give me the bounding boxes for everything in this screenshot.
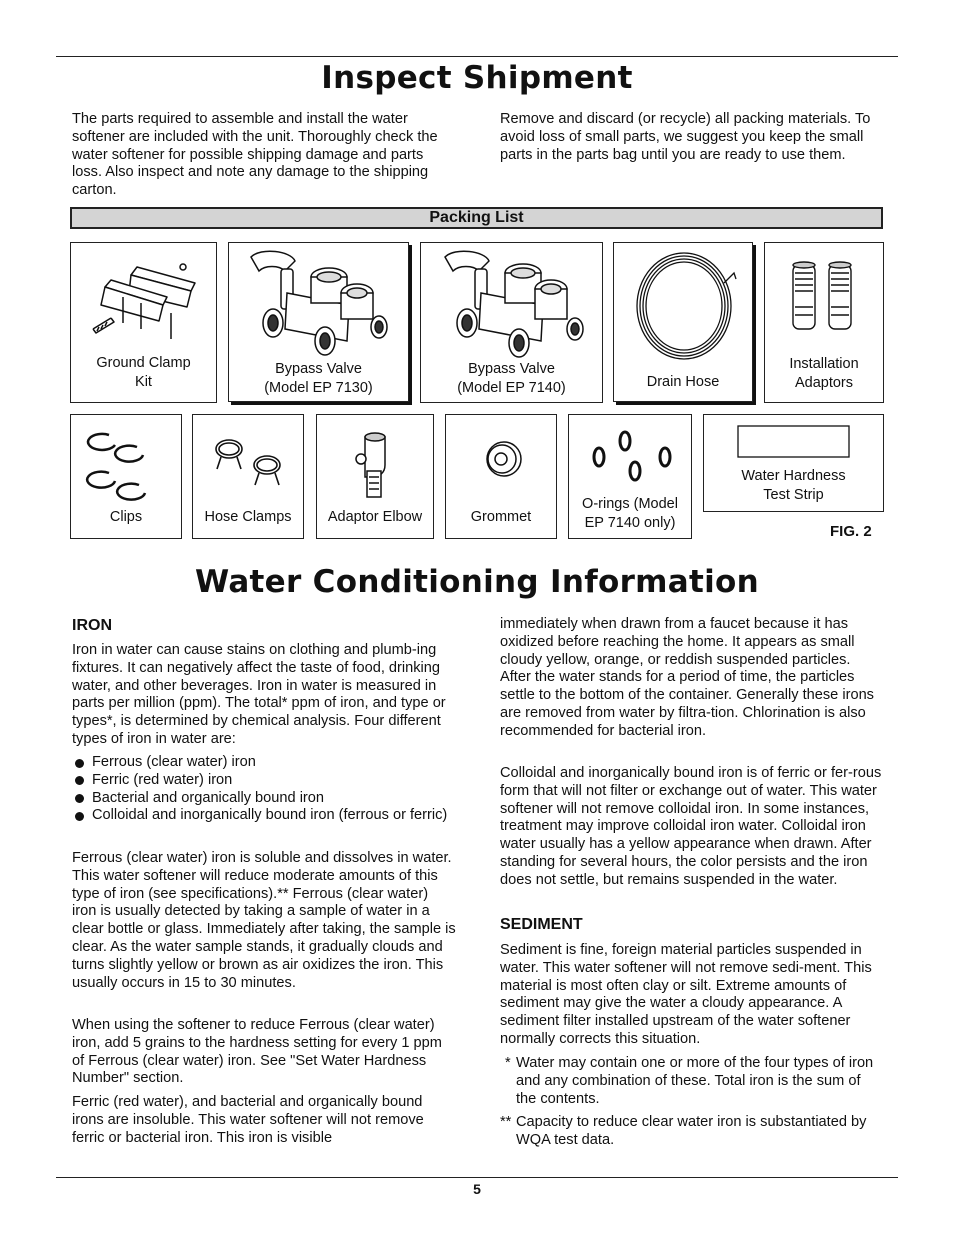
part-adaptor-elbow: [316, 414, 434, 539]
part-label-line1: Bypass Valve: [275, 361, 362, 377]
footnote-wqa: [500, 1114, 880, 1150]
part-label-line1: Hose Clamps: [204, 509, 292, 525]
iron-heading: IRON: [72, 617, 112, 634]
adaptor-elbow-icon: [317, 415, 435, 505]
bypass-valve-icon: [229, 243, 410, 368]
part-label-line1: Bypass Valve: [468, 361, 555, 377]
part-bypass-valve-7140: [420, 242, 603, 403]
hose-clamp-icon: [193, 415, 305, 505]
part-label-line2: (Model EP 7130): [264, 379, 373, 396]
part-water-hardness-test-strip: [703, 414, 884, 512]
bypass-valve-icon: [421, 243, 604, 368]
inspect-right-paragraph: Remove and discard (or recycle) all packing materials. To avoid loss of small parts, we suggest you keep the small parts in the parts bag until you are ready to use them.: [500, 111, 871, 163]
part-ground-clamp-kit: [70, 242, 217, 403]
bottom-rule: [56, 1177, 898, 1178]
part-bypass-valve-7130: [228, 242, 409, 402]
drain-hose-icon: [614, 243, 754, 368]
colloidal-paragraph: Colloidal and inorganically bound iron is of ferric or fer-rous form that will not filter or exchange out of water. This water softener will not remove colloidal iron. In some instances, treatment may improve colloidal iron water. Colloidal iron water usually has a yellow appearance when drawn. After standing for several hours, the color persists and the iron does not settle, but remains suspended in the water.: [500, 765, 882, 888]
sediment-heading: SEDIMENT: [500, 916, 583, 933]
iron-intro-paragraph: Iron in water can cause stains on clothing and plumb-ing fixtures. It can negatively affect the taste of food, drinking water, and other beverages. Iron in water is measured in parts per million (ppm). The total* ppm of iron, and type or types*, is determined by chemical analysis. Four different types of iron in water are:: [72, 642, 446, 747]
part-label-line1: Installation: [789, 356, 859, 372]
top-rule: [56, 56, 898, 57]
part-label-line2: Adaptors: [794, 374, 854, 391]
part-drain-hose: [613, 242, 753, 402]
part-label-line1: O-rings (Model: [582, 496, 678, 512]
ferric-paragraph-continued: immediately when drawn from a faucet because it has oxidized before reaching the home. It appears as small cloudy yellow, orange, or reddish suspended particles. After the water stands for a period of time, the particles settle to the bottom of the container. Generally these irons are removed from water by filtra-tion. Chlorination is also recommended for bacterial iron.: [500, 616, 874, 739]
o-rings-icon: [569, 415, 693, 495]
list-item: Bacterial and organically bound iron: [72, 790, 452, 808]
part-label-line1: Water Hardness: [741, 468, 846, 484]
part-label-line1: Clips: [109, 509, 143, 525]
softener-setting-paragraph: When using the softener to reduce Ferrous (clear water) iron, add 5 grains to the hardness setting for every 1 ppm of Ferrous (clear water) iron. See "Set Water Hardness Number" section.: [72, 1017, 442, 1087]
clips-icon: [71, 415, 183, 505]
part-label-line1: Adaptor Elbow: [327, 509, 423, 525]
ground-clamp-icon: [71, 243, 218, 363]
adaptor-icon: [765, 243, 885, 343]
part-label-line1: Drain Hose: [646, 374, 720, 390]
inspect-left-paragraph: The parts required to assemble and install the water softener are included with the unit. Thoroughly check the water softener for possible shipping damage and parts loss. Also inspect and note any damage to the shipping carton.: [72, 111, 438, 199]
part-o-rings: [568, 414, 692, 539]
ferric-paragraph: Ferric (red water), and bacterial and organically bound irons are insoluble. This water softener will not remove ferric or bacterial iron. This iron is visible: [72, 1094, 424, 1146]
list-item: Colloidal and inorganically bound iron (ferrous or ferric): [72, 807, 452, 825]
ferrous-paragraph: Ferrous (clear water) iron is soluble and dissolves in water. This water softener will reduce moderate amounts of this type of iron (see specifications).** Ferrous (clear water) iron is usually detected by taking a sample of water in a clear bottle or glass. Immediately after taking, the sample is clear. As the water sample stands, it gradually clouds and turns slightly yellow or brown as air oxidizes the iron. This usually occurs in 15 to 30 minutes.: [72, 850, 456, 991]
packing-list-bar: Packing List: [70, 207, 883, 229]
part-label-line2: (Model EP 7140): [457, 379, 566, 396]
part-label-line1: Grommet: [470, 509, 532, 525]
page-number: 5: [473, 1181, 481, 1197]
list-item: Ferrous (clear water) iron: [72, 754, 452, 772]
footnote-iron-types: [505, 1055, 875, 1108]
part-label-line2: Kit: [135, 373, 152, 390]
part-label-line2: Test Strip: [763, 486, 824, 503]
footnote-text: Capacity to reduce clear water iron is substantiated by WQA test data.: [516, 1114, 867, 1148]
part-label-line1: Ground Clamp: [96, 355, 191, 371]
water-conditioning-title: Water Conditioning Information: [194, 564, 760, 600]
test-strip-icon: [704, 415, 885, 465]
footnote-mark: *: [505, 1055, 511, 1071]
grommet-icon: [446, 415, 558, 505]
part-hose-clamps: [192, 414, 304, 539]
part-installation-adaptors: [764, 242, 884, 403]
list-item: Ferric (red water) iron: [72, 772, 452, 790]
sediment-paragraph: Sediment is fine, foreign material particles suspended in water. This water softener will not remove sedi-ment. This material is most often clay or silt. Extreme amounts of sediment may give the water a cloudy appearance. A sediment filter installed upstream of the water softener normally corrects this situation.: [500, 942, 872, 1047]
part-clips: [70, 414, 182, 539]
part-grommet: [445, 414, 557, 539]
footnote-text: Water may contain one or more of the four types of iron and any combination of these. Total iron is the sum of the contents.: [516, 1055, 874, 1107]
part-label-line2: EP 7140 only): [584, 514, 676, 531]
inspect-shipment-title: Inspect Shipment: [321, 60, 633, 96]
iron-types-list: [72, 754, 452, 825]
figure-label: FIG. 2: [830, 523, 872, 540]
footnote-mark: **: [500, 1114, 512, 1130]
